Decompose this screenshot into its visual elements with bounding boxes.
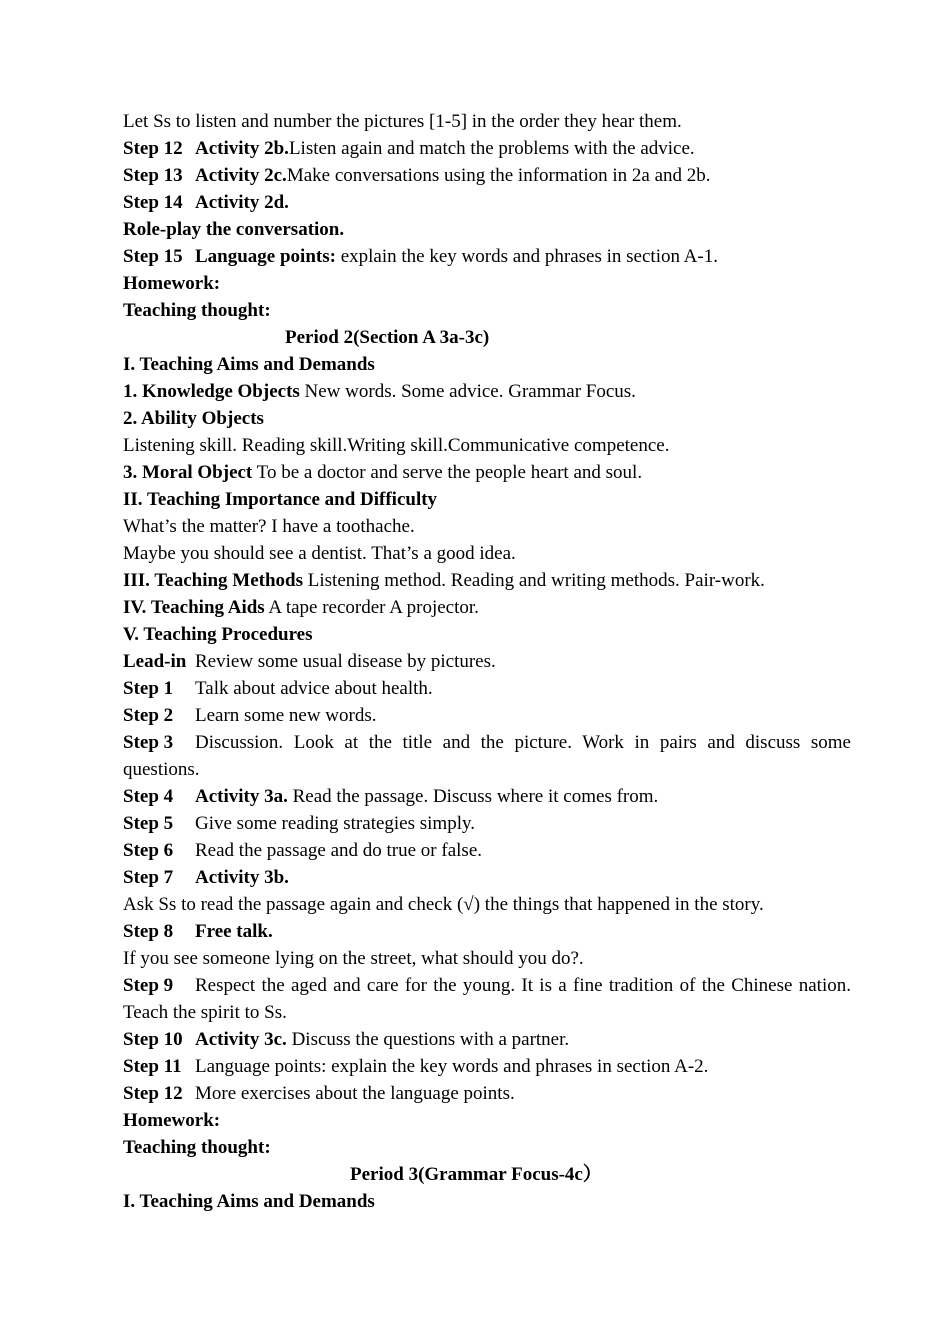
step-label: Lead-in [123,651,187,672]
step-text: Learn some new words. [195,705,377,726]
section-heading [123,1188,851,1215]
step-text: Discuss the questions with a partner. [286,1029,570,1050]
objective-label: 1. Knowledge Objects [123,381,300,402]
step-label: Step 12 [123,1083,183,1104]
step-line [123,864,851,891]
section-line [123,567,851,594]
step-line [123,783,851,810]
activity-label: Activity 2d. [195,192,289,213]
step-label: Step 7 [123,867,174,888]
step-line [123,729,851,783]
text-line [123,891,851,918]
step-line [123,1053,851,1080]
section-heading-text: I. Teaching Aims and Demands [123,1191,375,1212]
heading [123,1107,851,1134]
heading [123,297,851,324]
activity-label: Free talk. [195,921,273,942]
step-line [123,918,851,945]
step-line [123,162,851,189]
step-text: Discussion. Look at the title and the picture. Work in pairs and discuss some questions. [123,732,851,780]
step-line [123,837,851,864]
section-heading-text: III. Teaching Methods [123,570,304,591]
objective-label: 3. Moral Object [123,462,253,483]
heading [123,1134,851,1161]
bold-line [123,216,851,243]
section-line [123,594,851,621]
step-line [123,135,851,162]
step-label: Step 14 [123,192,183,213]
objective-text: New words. Some advice. Grammar Focus. [299,381,636,402]
step-line [123,243,851,270]
step-label: Step 1 [123,678,174,699]
section-heading [123,621,851,648]
bold-text: Role-play the conversation. [123,219,345,240]
objective-text: To be a doctor and serve the people heart and soul. [252,462,643,483]
step-text: Language points: explain the key words and phrases in section A-2. [195,1056,709,1077]
period-title: Period 2(Section A 3a-3c) [285,327,490,348]
step-label: Step 4 [123,786,174,807]
step-line [123,702,851,729]
step-line [123,972,851,1026]
section-heading [123,351,851,378]
section-text: A tape recorder A projector. [264,597,479,618]
paragraph-text: Let Ss to listen and number the pictures [1-5] in the order they hear them. [123,111,682,132]
text-line [123,513,851,540]
section-heading-text: IV. Teaching Aids [123,597,265,618]
step-line [123,1026,851,1053]
activity-label: Activity 3a. [195,786,288,807]
step-line [123,648,851,675]
step-line [123,1080,851,1107]
step-label: Step 10 [123,1029,183,1050]
section-heading-text: II. Teaching Importance and Difficulty [123,489,438,510]
step-text: Make conversations using the information in 2a and 2b. [286,165,711,186]
step-text: More exercises about the language points. [195,1083,515,1104]
objective-line [123,378,851,405]
section-heading-text: I. Teaching Aims and Demands [123,354,375,375]
document-body [123,108,851,1215]
paragraph-text: If you see someone lying on the street, what should you do?. [123,948,584,969]
text-line [123,945,851,972]
step-label: Step 9 [123,975,174,996]
step-label: Step 13 [123,165,183,186]
step-label: Step 12 [123,138,183,159]
step-label: Step 5 [123,813,174,834]
step-text: Read the passage and do true or false. [195,840,483,861]
activity-label: Activity 3b. [195,867,289,888]
homework-heading: Homework: [123,273,221,294]
step-text: Review some usual disease by pictures. [195,651,496,672]
teaching-thought-heading: Teaching thought: [123,1137,271,1158]
step-line [123,675,851,702]
step-line [123,189,851,216]
step-line [123,810,851,837]
period-title: Period 3(Grammar Focus-4c） [350,1164,602,1185]
paragraph-text: What’s the matter? I have a toothache. [123,516,415,537]
paragraph-text: Ask Ss to read the passage again and check (√) the things that happened in the story. [123,894,764,915]
activity-label: Activity 2b. [195,138,289,159]
text-line [123,540,851,567]
objective-label: 2. Ability Objects [123,408,264,429]
step-text: Listen again and match the problems with the advice. [288,138,695,159]
step-text: Talk about advice about health. [195,678,433,699]
step-text: Read the passage. Discuss where it comes from. [287,786,659,807]
section-text: Listening method. Reading and writing methods. Pair-work. [303,570,765,591]
activity-label: Language points: [195,246,336,267]
activity-label: Activity 2c. [195,165,287,186]
text-line [123,108,851,135]
step-text: explain the key words and phrases in section A-1. [335,246,718,267]
step-label: Step 2 [123,705,174,726]
text-line [123,432,851,459]
step-label: Step 11 [123,1056,182,1077]
activity-label: Activity 3c. [195,1029,287,1050]
objective-heading [123,405,851,432]
step-text: Give some reading strategies simply. [195,813,476,834]
heading [123,270,851,297]
objective-line [123,459,851,486]
section-heading-text: V. Teaching Procedures [123,624,313,645]
paragraph-text: Maybe you should see a dentist. That’s a good idea. [123,543,516,564]
step-label: Step 15 [123,246,183,267]
step-label: Step 3 [123,732,174,753]
paragraph-text: Listening skill. Reading skill.Writing skill.Communicative competence. [123,435,670,456]
step-label: Step 8 [123,921,174,942]
step-text: Respect the aged and care for the young. It is a fine tradition of the Chinese nation. Teach the spirit to Ss. [123,975,851,1023]
teaching-thought-heading: Teaching thought: [123,300,271,321]
homework-heading: Homework: [123,1110,221,1131]
step-label: Step 6 [123,840,174,861]
section-heading [123,486,851,513]
